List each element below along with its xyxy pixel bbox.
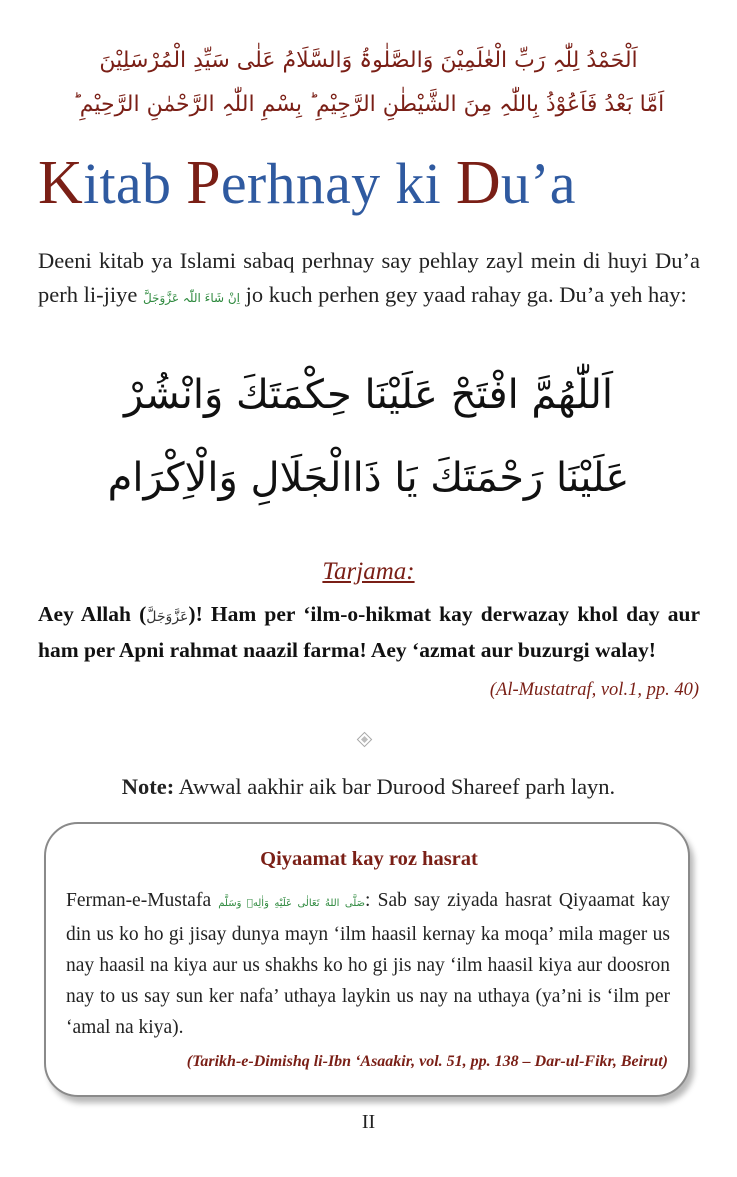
note-label: Note: bbox=[121, 774, 175, 799]
hadith-body-end: : Sab say ziyada hasrat Qiyaamat kay din us ko ho gi jisay dunya mayn ‘ilm haasil kernay ka moqa’ mila mager us nay haasil na kiya aur us shakhs ko ho gi jis nay ‘ilm haasil kiya aur doosron nay to us say sun ker nafa’ uthaya laykin us nay na uthaya (ya’ni is ‘ilm per ‘amal na kiya). bbox=[66, 890, 670, 1038]
translation-reference: (Al-Mustatraf, vol.1, pp. 40) bbox=[489, 680, 699, 700]
title-word-ki: ki bbox=[395, 151, 441, 216]
arabic-bismillah-line: اَمَّا بَعْدُ فَاَعُوْذُ بِاللّٰہِ مِنَ الشَّیْطٰنِ الرَّجِیْمِ ؕ بِسْمِ اللّٰہِ الرَّحْمٰنِ الرَّحِیْمِ ؕ bbox=[72, 92, 665, 117]
note-line bbox=[0, 774, 737, 800]
hadith-box-body bbox=[66, 885, 670, 1043]
title-word-ua: u’a bbox=[500, 151, 576, 216]
title-cap-k: K bbox=[38, 149, 84, 217]
diamond-ornament-icon bbox=[357, 732, 373, 748]
inshaallah-calligraphy: اِنْ شَاءَ اللّٰہ عَزَّوَجَلَّ bbox=[142, 291, 240, 305]
dua-arabic-line-2: عَلَيْنَا رَحْمَتَكَ يَا ذَاالْجَلَالِ وَالْاِكْرَام bbox=[107, 455, 630, 501]
salawat-calligraphy: صَلَّى اللهُ تَعَالٰى عَلَيْهِ وَاٰلِهٖ وَسَلَّم bbox=[218, 898, 366, 909]
translation-paragraph bbox=[38, 598, 700, 667]
page-number: II bbox=[361, 1111, 376, 1133]
dua-arabic-line-1: اَللّٰھُمَّ افْتَحْ عَلَيْنَا حِكْمَتَكَ وَانْشُرْ bbox=[123, 372, 614, 418]
tarjama-heading: Tarjama: bbox=[322, 558, 415, 585]
hadith-box-title: Qiyaamat kay roz hasrat bbox=[260, 848, 478, 870]
hadith-box-reference: (Tarikh-e-Dimishq li-Ibn ‘Asaakir, vol. 51, pp. 138 – Dar-ul-Fikr, Beirut) bbox=[186, 1053, 668, 1070]
arabic-hamd-line: اَلْحَمْدُ لِلّٰہِ رَبِّ الْعٰلَمِیْنَ وَالصَّلٰوۃُ وَالسَّلَامُ عَلٰی سَیِّدِ الْمُرْسَلِیْنَ bbox=[99, 48, 638, 73]
title-cap-d: D bbox=[455, 149, 501, 217]
translation-end: )! Ham per ‘ilm-o-hikmat kay derwazay khol day aur ham per Apni rahmat naazil farma! Aey ‘azmat aur buzurgi walay! bbox=[38, 602, 700, 662]
note-text: Awwal aakhir aik bar Durood Shareef parh layn. bbox=[174, 774, 616, 799]
intro-text-start: Deeni kitab ya Islami sabaq perhnay say pehlay zayl mein di huyi Du’a perh li-jiye bbox=[38, 248, 700, 307]
title-word-itab: itab bbox=[83, 151, 172, 216]
intro-paragraph bbox=[38, 244, 700, 315]
translation-start: Aey Allah ( bbox=[38, 602, 147, 626]
azza-wa-jal-calligraphy: عَزَّوَجَلَّ bbox=[146, 609, 189, 625]
title-cap-p: P bbox=[186, 149, 221, 217]
hadith-box bbox=[44, 822, 690, 1097]
page-title bbox=[38, 148, 576, 219]
hadith-body-start: Ferman-e-Mustafa bbox=[66, 890, 219, 911]
intro-text-end: jo kuch perhen gey yaad rahay ga. Du’a yeh hay: bbox=[240, 282, 687, 307]
title-word-erhnay: erhnay bbox=[220, 151, 381, 216]
